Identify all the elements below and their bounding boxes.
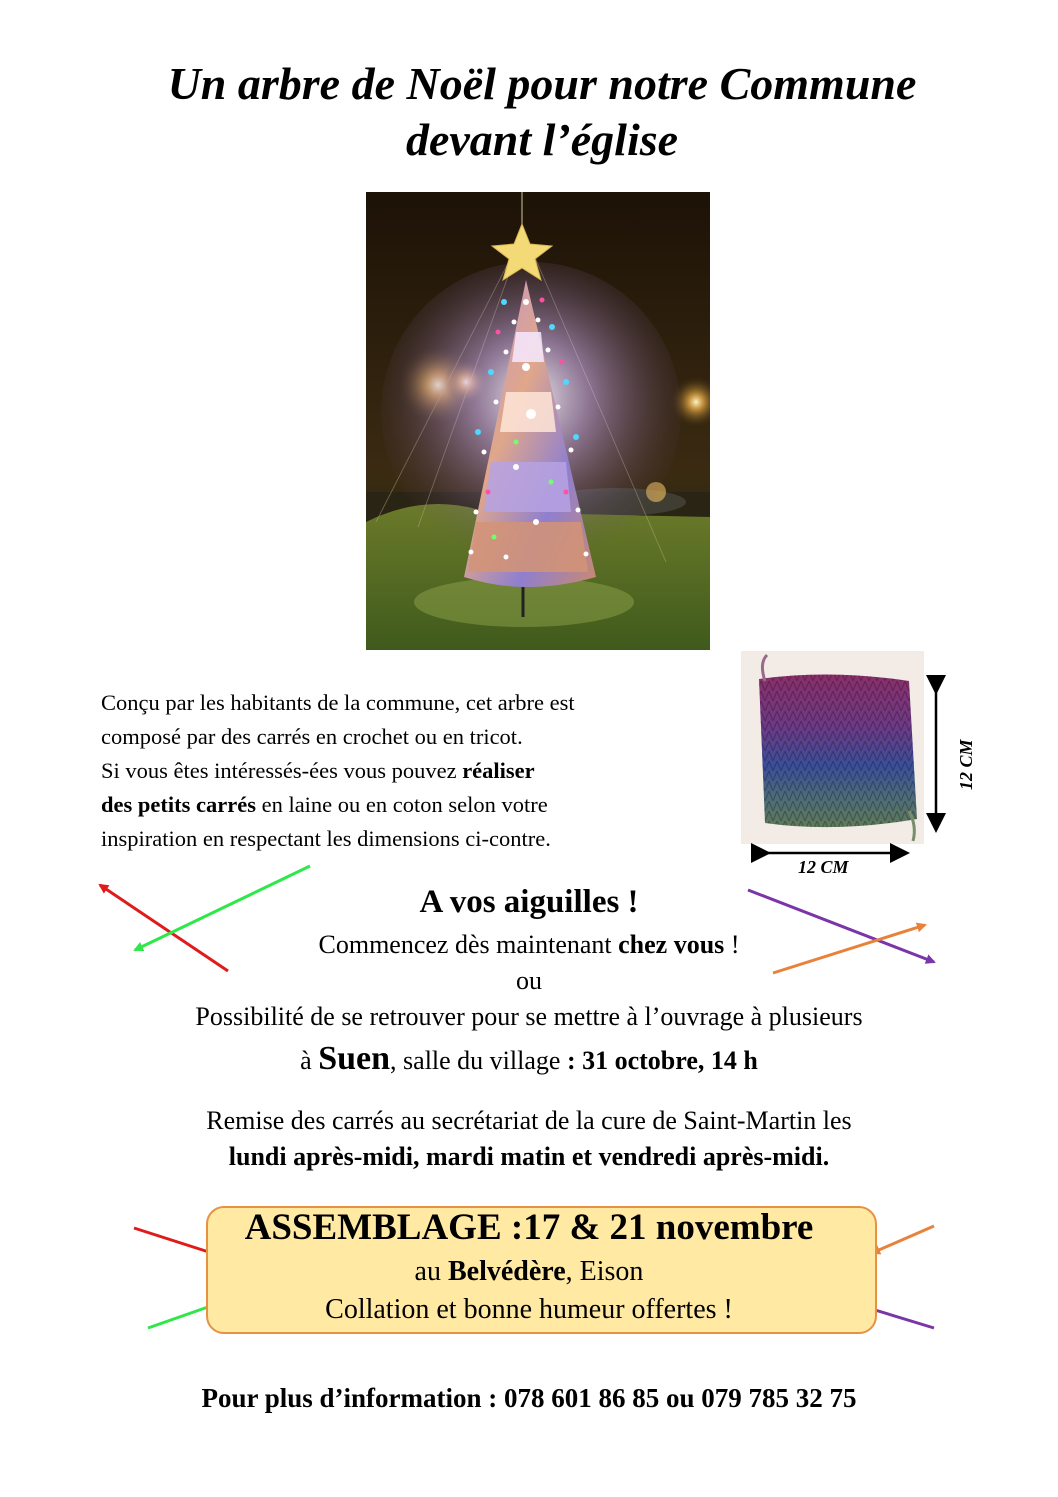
intro-line: Conçu par les habitants de la commune, cet arbre est	[101, 690, 575, 715]
assemblage-title: ASSEMBLAGE :17 & 21 novembre	[244, 1207, 814, 1248]
assemblage-text: , Eison	[565, 1256, 644, 1287]
intro-text: en laine ou en coton selon votre	[255, 792, 548, 817]
width-label: 12 CM	[798, 857, 849, 877]
village-name: Suen	[318, 1040, 391, 1077]
title-line-1: Un arbre de Noël pour notre Commune	[167, 58, 917, 109]
intro-text: Si vous êtes intéressés-ées vous pouvez	[101, 758, 463, 783]
call-text: Commencez dès maintenant	[318, 930, 619, 959]
remise-line: Remise des carrés au secrétariat de la cure de Saint-Martin les	[206, 1106, 852, 1135]
assemblage-note: Collation et bonne humeur offertes !	[325, 1294, 733, 1325]
call-line: Possibilité de se retrouver pour se mettre à l’ouvrage à plusieurs	[195, 1002, 863, 1031]
intro-line: inspiration en respectant les dimensions ci-contre.	[101, 826, 551, 851]
intro-emphasis: des petits carrés	[101, 792, 256, 817]
meeting-date: : 31 octobre, 14 h	[566, 1046, 758, 1075]
assemblage-text: au	[414, 1256, 448, 1287]
contact-info: Pour plus d’information : 078 601 86 85 ou 079 785 32 75	[201, 1383, 857, 1413]
remise-days: lundi après-midi, mardi matin et vendredi après-midi.	[228, 1142, 830, 1171]
title-line-2: devant l’église	[405, 114, 679, 165]
call-emphasis: chez vous	[618, 930, 725, 959]
call-text: à	[300, 1046, 319, 1075]
assemblage-location	[0, 1256, 1058, 1288]
intro-line: composé par des carrés en crochet ou en tricot.	[101, 724, 523, 749]
call-text: , salle du village	[390, 1046, 567, 1075]
call-line	[0, 930, 1058, 960]
call-title: A vos aiguilles !	[419, 884, 639, 920]
intro-emphasis: réaliser	[462, 758, 535, 783]
call-or: ou	[516, 966, 542, 995]
height-label: 12 CM	[956, 739, 976, 790]
venue-name: Belvédère	[447, 1256, 566, 1287]
call-line	[0, 1040, 1058, 1078]
call-text: !	[724, 930, 740, 959]
